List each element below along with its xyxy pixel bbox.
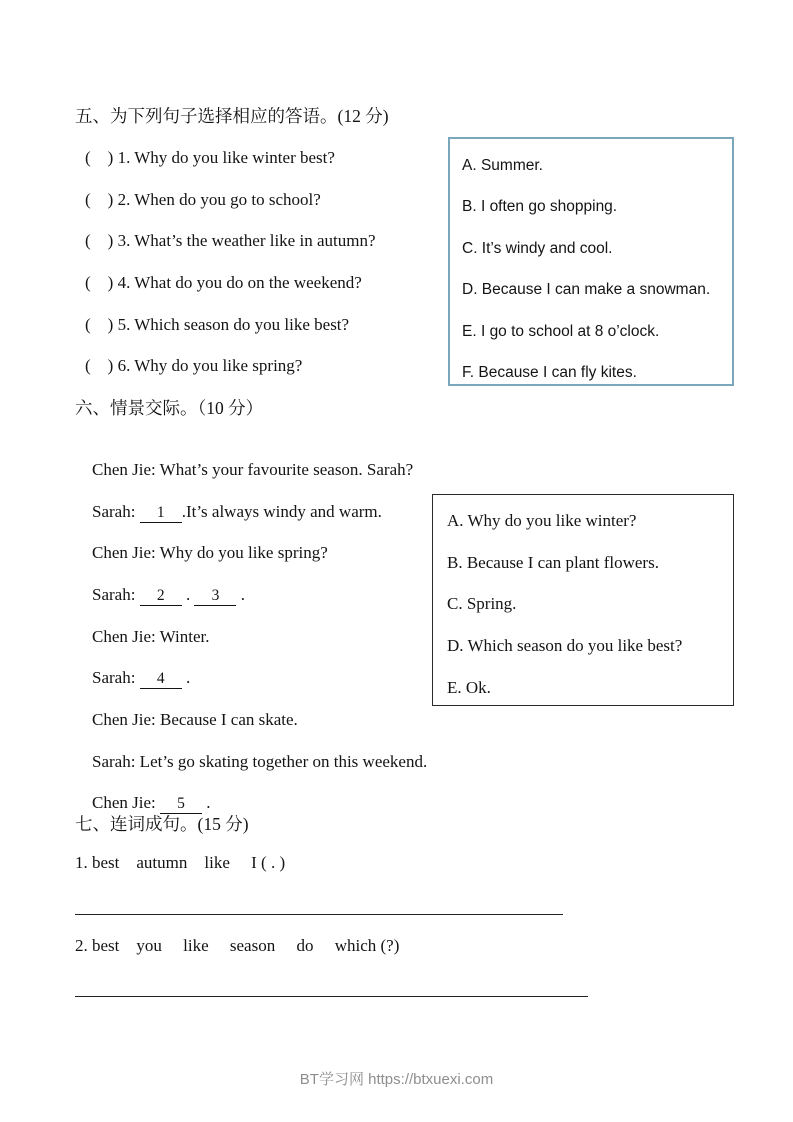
dialogue-text: .It’s always windy and warm. xyxy=(181,502,382,521)
option-a: A. Why do you like winter? xyxy=(447,511,637,530)
blank-number: 2 xyxy=(156,587,165,604)
option-e: E. I go to school at 8 o’clock. xyxy=(462,322,660,340)
dialogue-text: . xyxy=(181,668,191,687)
question-item-6: ( ) 6. Why do you like spring? xyxy=(85,356,303,375)
question-item-5: ( ) 5. Which season do you like best? xyxy=(85,315,350,334)
option-d: D. Which season do you like best? xyxy=(447,636,683,656)
site-watermark: BT学习网 https://btxuexi.com xyxy=(299,1071,494,1088)
dialogue-text: Chen Jie: What’s your favourite season. Sarah? xyxy=(92,460,414,479)
section-five-title: 五、为下列句子选择相应的答语。(12 分) xyxy=(75,106,389,126)
dialogue-text: . xyxy=(202,793,211,812)
option-c: C. Spring. xyxy=(447,594,517,614)
question-item-1: ( ) 1. Why do you like winter best? xyxy=(85,148,335,167)
dialogue-text: Sarah: xyxy=(92,585,140,604)
rearrange-item-2: 2. best you like season do which (?) xyxy=(75,936,400,955)
blank-number: 4 xyxy=(156,670,165,687)
question-item-2: ( ) 2. When do you go to school? xyxy=(85,190,321,209)
answer-options-box-six xyxy=(432,494,734,706)
option-a: A. Summer. xyxy=(462,157,543,174)
dialogue-text: Chen Jie: Because I can skate. xyxy=(92,710,298,729)
blank-number: 3 xyxy=(211,587,220,604)
write-line-2[interactable] xyxy=(75,979,588,997)
rearrange-item-1: 1. best autumn like I ( . ) xyxy=(75,853,286,872)
answer-blank-1[interactable] xyxy=(140,505,182,523)
question-item-3: ( ) 3. What’s the weather like in autumn? xyxy=(85,231,376,250)
question-item-4: ( ) 4. What do you do on the weekend? xyxy=(85,273,362,292)
option-b: B. Because I can plant flowers. xyxy=(447,552,659,572)
answer-blank-2[interactable] xyxy=(140,588,182,606)
write-line-1[interactable] xyxy=(75,897,563,915)
option-d: D. Because I can make a snowman. xyxy=(462,281,711,299)
dialogue-text: . xyxy=(181,585,195,604)
section-seven-title: 七、连词成句。(15 分) xyxy=(75,814,249,834)
dialogue-text: Sarah: xyxy=(92,668,140,687)
answer-blank-4[interactable] xyxy=(140,671,182,689)
answer-options-box-five xyxy=(448,137,734,386)
answer-blank-3[interactable] xyxy=(194,588,236,606)
option-e: E. Ok. xyxy=(447,677,491,697)
option-b: B. I often go shopping. xyxy=(462,198,618,216)
blank-number: 1 xyxy=(156,504,165,521)
dialogue-text: Sarah: Let’s go skating together on this weekend. xyxy=(92,752,428,771)
dialogue-text: Chen Jie: Why do you like spring? xyxy=(92,543,328,562)
dialogue-text: Chen Jie: xyxy=(92,793,160,812)
blank-number: 5 xyxy=(177,795,185,812)
section-six-title: 六、情景交际。（10 分） xyxy=(75,398,264,418)
dialogue-text: Chen Jie: Winter. xyxy=(92,627,210,646)
option-f: F. Because I can fly kites. xyxy=(462,364,637,382)
option-c: C. It’s windy and cool. xyxy=(462,239,613,257)
dialogue-text: Sarah: xyxy=(92,502,140,521)
dialogue-text: . xyxy=(236,585,245,604)
